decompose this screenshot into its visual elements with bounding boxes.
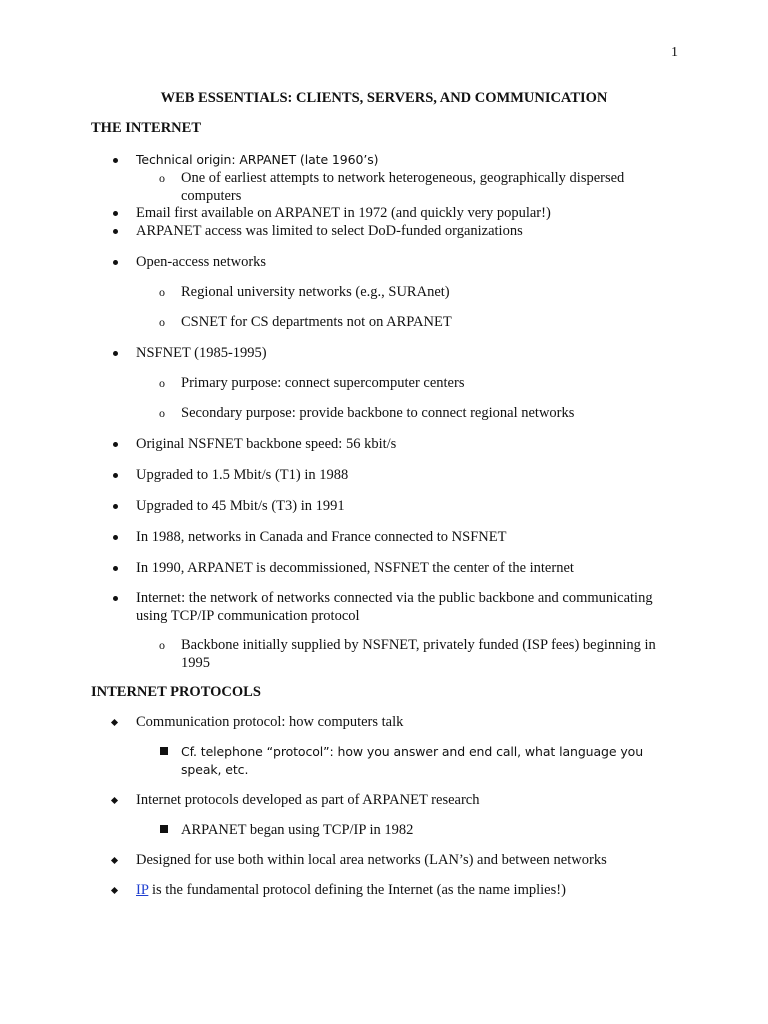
- diamond-bullet-icon: [111, 887, 118, 894]
- list-item: In 1988, networks in Canada and France connected to NSFNET: [136, 528, 684, 546]
- sub-list-item: o Primary purpose: connect supercomputer centers: [159, 375, 465, 391]
- list-item: Internet: the network of networks connected via the public backbone and communicating using TCP/IP communication protocol: [136, 589, 684, 625]
- section-heading-internet: THE INTERNET: [91, 120, 201, 136]
- bullet-icon: [113, 260, 118, 265]
- circle-bullet-icon: o: [159, 376, 165, 390]
- sub-list-item: Cf. telephone “protocol”: how you answer and end call, what language you speak, etc.: [181, 743, 686, 779]
- sub-list-item: o Regional university networks (e.g., SURAnet): [159, 284, 450, 300]
- list-item: Original NSFNET backbone speed: 56 kbit/s: [136, 435, 684, 453]
- list-item: Upgraded to 45 Mbit/s (T3) in 1991: [136, 497, 684, 515]
- circle-bullet-icon: o: [159, 638, 165, 652]
- diamond-bullet-icon: [111, 797, 118, 804]
- bullet-icon: [113, 351, 118, 356]
- bullet-icon: [113, 211, 118, 216]
- circle-bullet-icon: o: [159, 406, 165, 420]
- sub-list-item: o One of earliest attempts to network heterogeneous, geographically dispersed computers: [159, 170, 625, 204]
- list-item: Upgraded to 1.5 Mbit/s (T1) in 1988: [136, 466, 684, 484]
- list-item: Open-access networks: [136, 253, 684, 271]
- square-bullet-icon: [160, 825, 168, 833]
- bullet-icon: [113, 504, 118, 509]
- diamond-bullet-icon: [111, 719, 118, 726]
- sub-list-item: o Secondary purpose: provide backbone to connect regional networks: [159, 405, 575, 421]
- ip-link[interactable]: IP: [136, 882, 149, 898]
- list-item: Technical origin: ARPANET (late 1960’s): [136, 151, 684, 169]
- list-item: IP is the fundamental protocol defining the Internet (as the name implies!): [136, 881, 684, 899]
- list-item: Internet protocols developed as part of ARPANET research: [136, 791, 684, 809]
- list-item: Email first available on ARPANET in 1972 (and quickly very popular!): [136, 204, 684, 222]
- list-item: NSFNET (1985-1995): [136, 344, 684, 362]
- list-item: In 1990, ARPANET is decommissioned, NSFNET the center of the internet: [136, 559, 684, 577]
- bullet-icon: [113, 535, 118, 540]
- list-item: ARPANET access was limited to select DoD-funded organizations: [136, 222, 684, 240]
- document-title: WEB ESSENTIALS: CLIENTS, SERVERS, AND COMMUNICATION: [160, 90, 608, 106]
- page-number: 1: [671, 45, 678, 60]
- list-item: Designed for use both within local area networks (LAN’s) and between networks: [136, 851, 684, 869]
- circle-bullet-icon: o: [159, 285, 165, 299]
- bullet-icon: [113, 442, 118, 447]
- sub-list-item: o CSNET for CS departments not on ARPANET: [159, 314, 452, 330]
- list-item: Communication protocol: how computers talk: [136, 713, 684, 731]
- diamond-bullet-icon: [111, 857, 118, 864]
- section-heading-protocols: INTERNET PROTOCOLS: [91, 684, 261, 700]
- bullet-icon: [113, 229, 118, 234]
- square-bullet-icon: [160, 747, 168, 755]
- circle-bullet-icon: o: [159, 315, 165, 329]
- bullet-icon: [113, 566, 118, 571]
- bullet-icon: [113, 158, 118, 163]
- circle-bullet-icon: o: [159, 171, 165, 185]
- bullet-icon: [113, 596, 118, 601]
- sub-list-item: o Backbone initially supplied by NSFNET, privately funded (ISP fees) beginning in 1995: [159, 637, 656, 671]
- bullet-icon: [113, 473, 118, 478]
- sub-list-item: ARPANET began using TCP/IP in 1982: [181, 821, 686, 839]
